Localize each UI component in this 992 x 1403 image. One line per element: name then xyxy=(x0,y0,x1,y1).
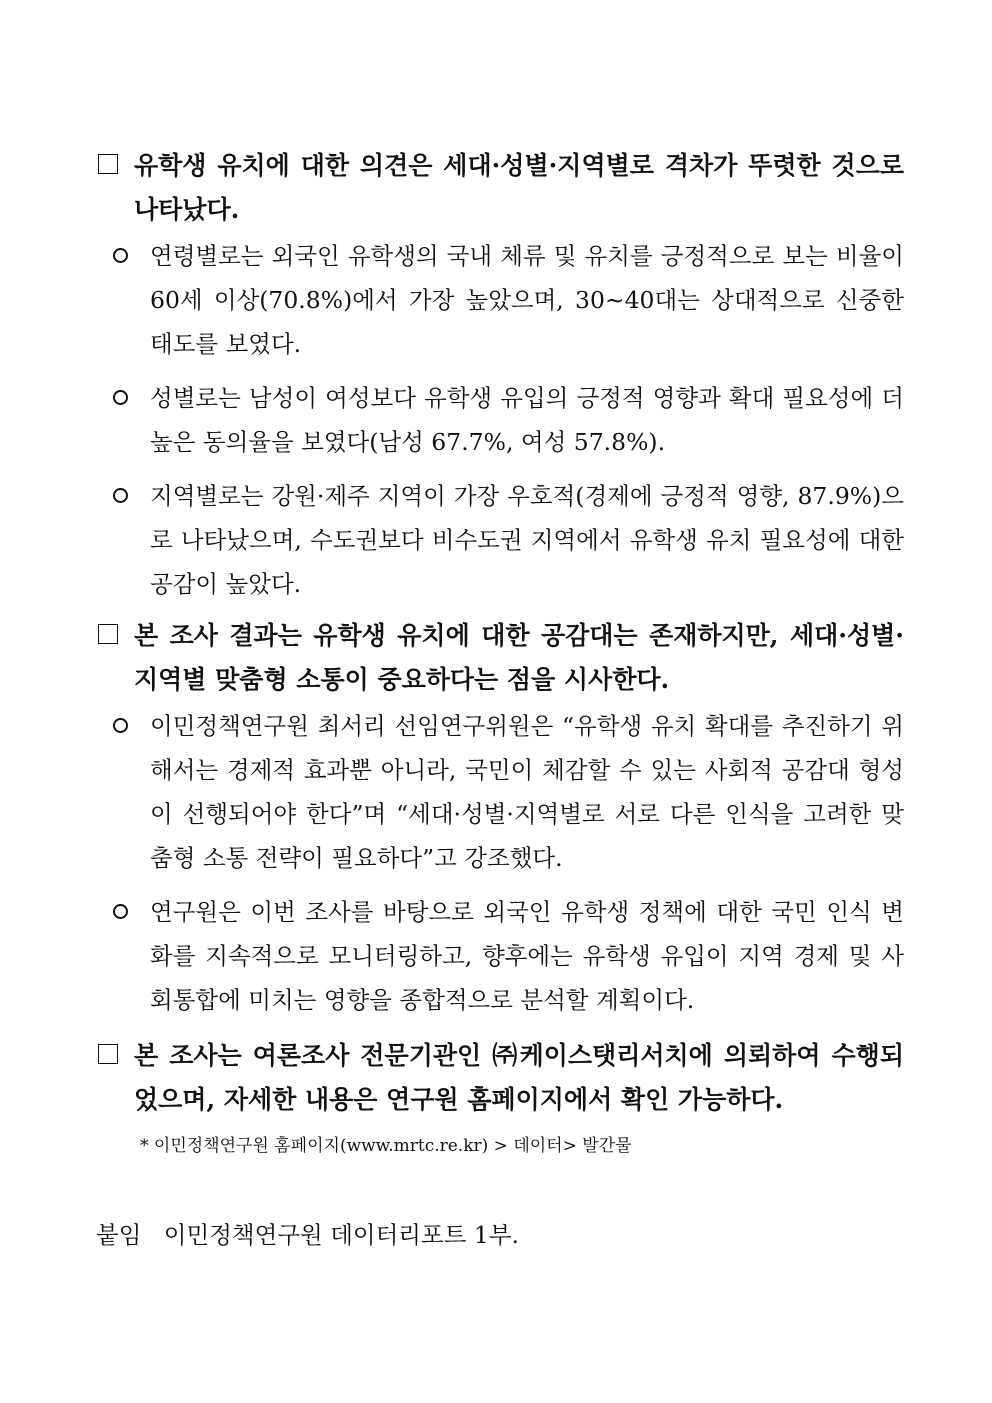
section-heading-text: 본 조사는 여론조사 전문기관인 ㈜케이스탯리서치에 의뢰하여 수행되었으며, 자세한 내용은 연구원 홈페이지에서 확인 가능하다. xyxy=(134,1041,904,1114)
checkbox-square-icon xyxy=(98,1044,118,1064)
bullet-item xyxy=(110,890,904,1022)
bullet-item xyxy=(110,474,904,606)
footnote: * 이민정책연구원 홈페이지(www.mrtc.re.kr) > 데이터> 발간물 xyxy=(140,1136,632,1156)
section-heading xyxy=(94,144,904,232)
checkbox-square-icon xyxy=(98,154,118,174)
section-heading xyxy=(94,1034,904,1122)
circle-bullet-icon xyxy=(113,248,128,263)
bullet-text: 연구원은 이번 조사를 바탕으로 외국인 유학생 정책에 대한 국민 인식 변화를 지속적으로 모니터링하고, 향후에는 유학생 유입이 지역 경제 및 사회통합에 미치는 영향을 종합적으로 분석할 계획이다. xyxy=(150,898,904,1014)
bullet-text: 연령별로는 외국인 유학생의 국내 체류 및 유치를 긍정적으로 보는 비율이 60세 이상(70.8%)에서 가장 높았으며, 30~40대는 상대적으로 신중한 태도를 보였다. xyxy=(150,242,904,358)
section-2 xyxy=(94,614,904,1022)
section-3 xyxy=(94,1034,904,1122)
bullet-item xyxy=(110,376,904,464)
bullet-text: 성별로는 남성이 여성보다 유학생 유입의 긍정적 영향과 확대 필요성에 더 높은 동의율을 보였다(남성 67.7%, 여성 57.8%). xyxy=(150,384,904,456)
attachment-line: 붙임 이민정책연구원 데이터리포트 1부. xyxy=(96,1221,519,1249)
bullet-item xyxy=(110,234,904,366)
circle-bullet-icon xyxy=(113,390,128,405)
bullet-item xyxy=(110,704,904,880)
section-1 xyxy=(94,144,904,606)
circle-bullet-icon xyxy=(113,904,128,919)
circle-bullet-icon xyxy=(113,718,128,733)
checkbox-square-icon xyxy=(98,624,118,644)
section-heading-text: 본 조사 결과는 유학생 유치에 대한 공감대는 존재하지만, 세대·성별·지역별 맞춤형 소통이 중요하다는 점을 시사한다. xyxy=(134,621,904,694)
section-heading-text: 유학생 유치에 대한 의견은 세대·성별·지역별로 격차가 뚜렷한 것으로 나타났다. xyxy=(134,151,904,224)
bullet-text: 지역별로는 강원·제주 지역이 가장 우호적(경제에 긍정적 영향, 87.9%)으로 나타났으며, 수도권보다 비수도권 지역에서 유학생 유치 필요성에 대한 공감이 높았다. xyxy=(150,482,904,598)
section-heading xyxy=(94,614,904,702)
circle-bullet-icon xyxy=(113,488,128,503)
bullet-text: 이민정책연구원 최서리 선임연구위원은 “유학생 유치 확대를 추진하기 위해서는 경제적 효과뿐 아니라, 국민이 체감할 수 있는 사회적 공감대 형성이 선행되어야 한다”며 “세대·성별·지역별로 서로 다른 인식을 고려한 맞춤형 소통 전략이 필요하다”고 강조했다. xyxy=(150,712,904,872)
